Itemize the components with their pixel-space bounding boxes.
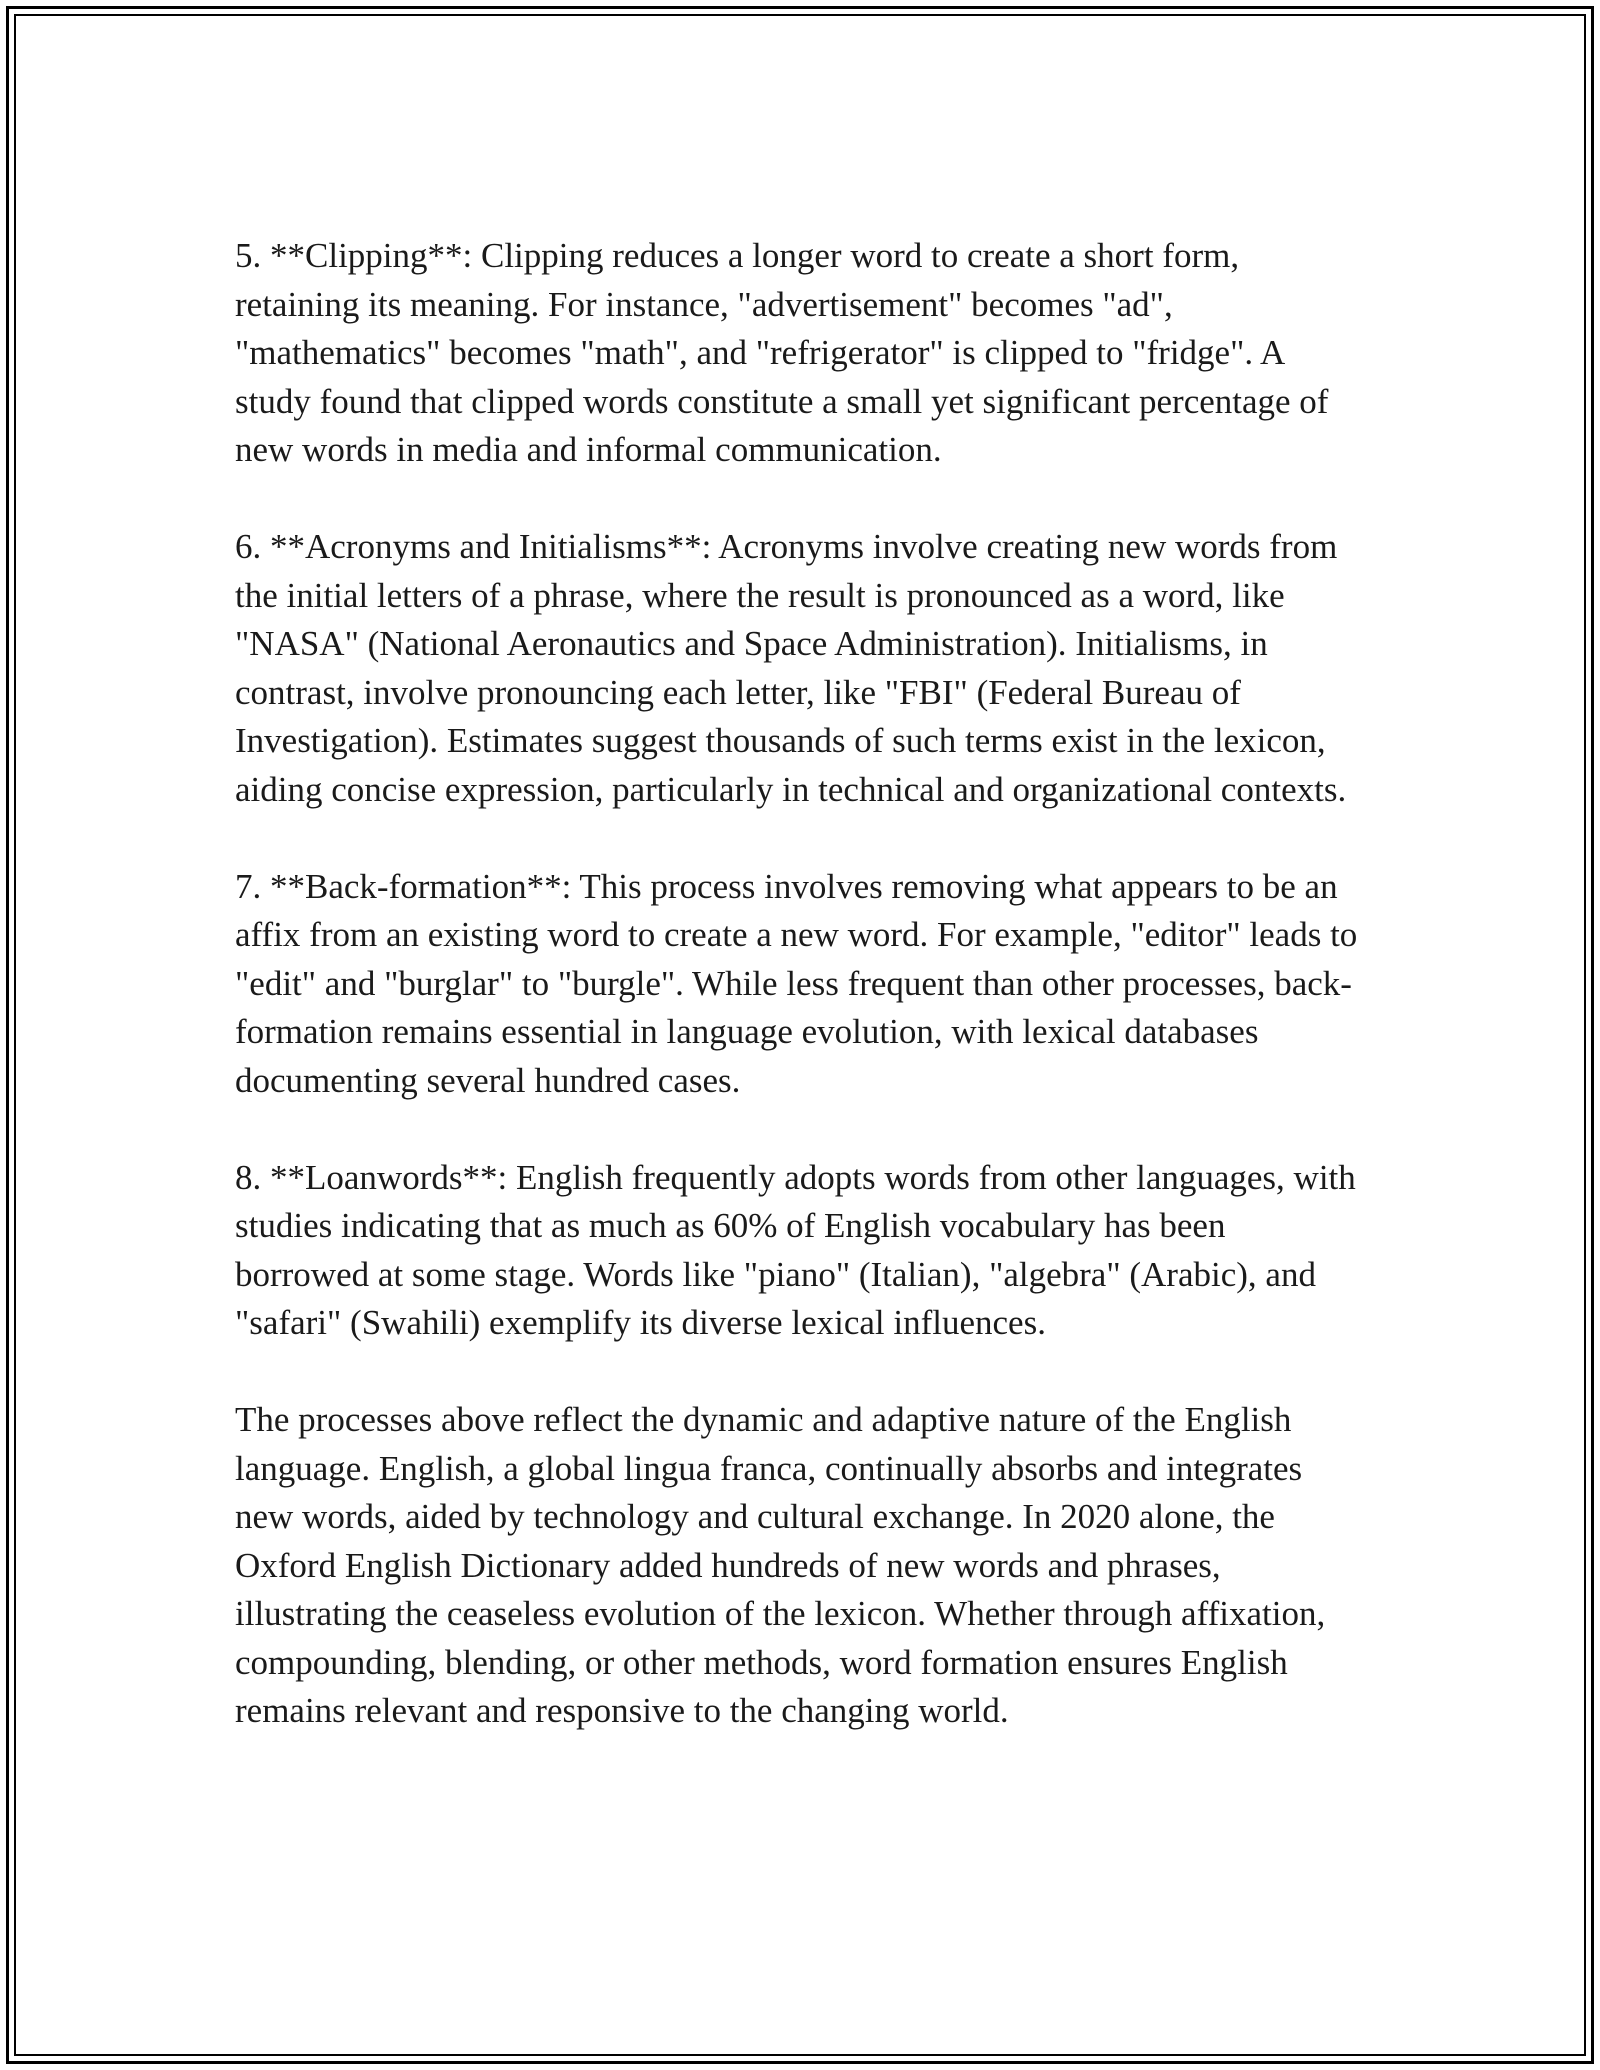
paragraph-acronyms-initialisms: 6. **Acronyms and Initialisms**: Acronyms involve creating new words from the initial letters of a phrase, where the result is pronounced as a word, like "NASA" (National Aeronautics and Space Administration). Initialisms, in contrast, involve pronouncing each letter, like "FBI" (Federal Bureau of Investigation). Estimates suggest thousands of such terms exist in the lexicon, aiding concise expression, particularly in technical and organizational contexts. [235, 527, 1347, 809]
paragraph-clipping: 5. **Clipping**: Clipping reduces a longer word to create a short form, retaining its meaning. For instance, "advertisement" becomes "ad", "mathematics" becomes "math", and "refrigerator" is clipped to "fridge". A study found that clipped words constitute a small yet significant percentage of new words in media and informal communication. [235, 236, 1329, 469]
paragraph-back-formation: 7. **Back-formation**: This process involves removing what appears to be an affix from an existing word to create a new word. For example, "editor" leads to "edit" and "burglar" to "burgle". While less frequent than other processes, back-formation remains essential in language evolution, with lexical databases documenting several hundred cases. [235, 866, 1358, 1100]
document-body [235, 232, 1365, 1736]
paragraph-conclusion: The processes above reflect the dynamic and adaptive nature of the English language. English, a global lingua franca, continually absorbs and integrates new words, aided by technology and cultural exchange. In 2020 alone, the Oxford English Dictionary added hundreds of new words and phrases, illustrating the ceaseless evolution of the lexicon. Whether through affixation, compounding, blending, or other methods, word formation ensures English remains relevant and responsive to the changing world. [235, 1400, 1326, 1730]
paragraph-loanwords: 8. **Loanwords**: English frequently adopts words from other languages, with studies indicating that as much as 60% of English vocabulary has been borrowed at some stage. Words like "piano" (Italian), "algebra" (Arabic), and "safari" (Swahili) exemplify its diverse lexical influences. [235, 1157, 1356, 1342]
